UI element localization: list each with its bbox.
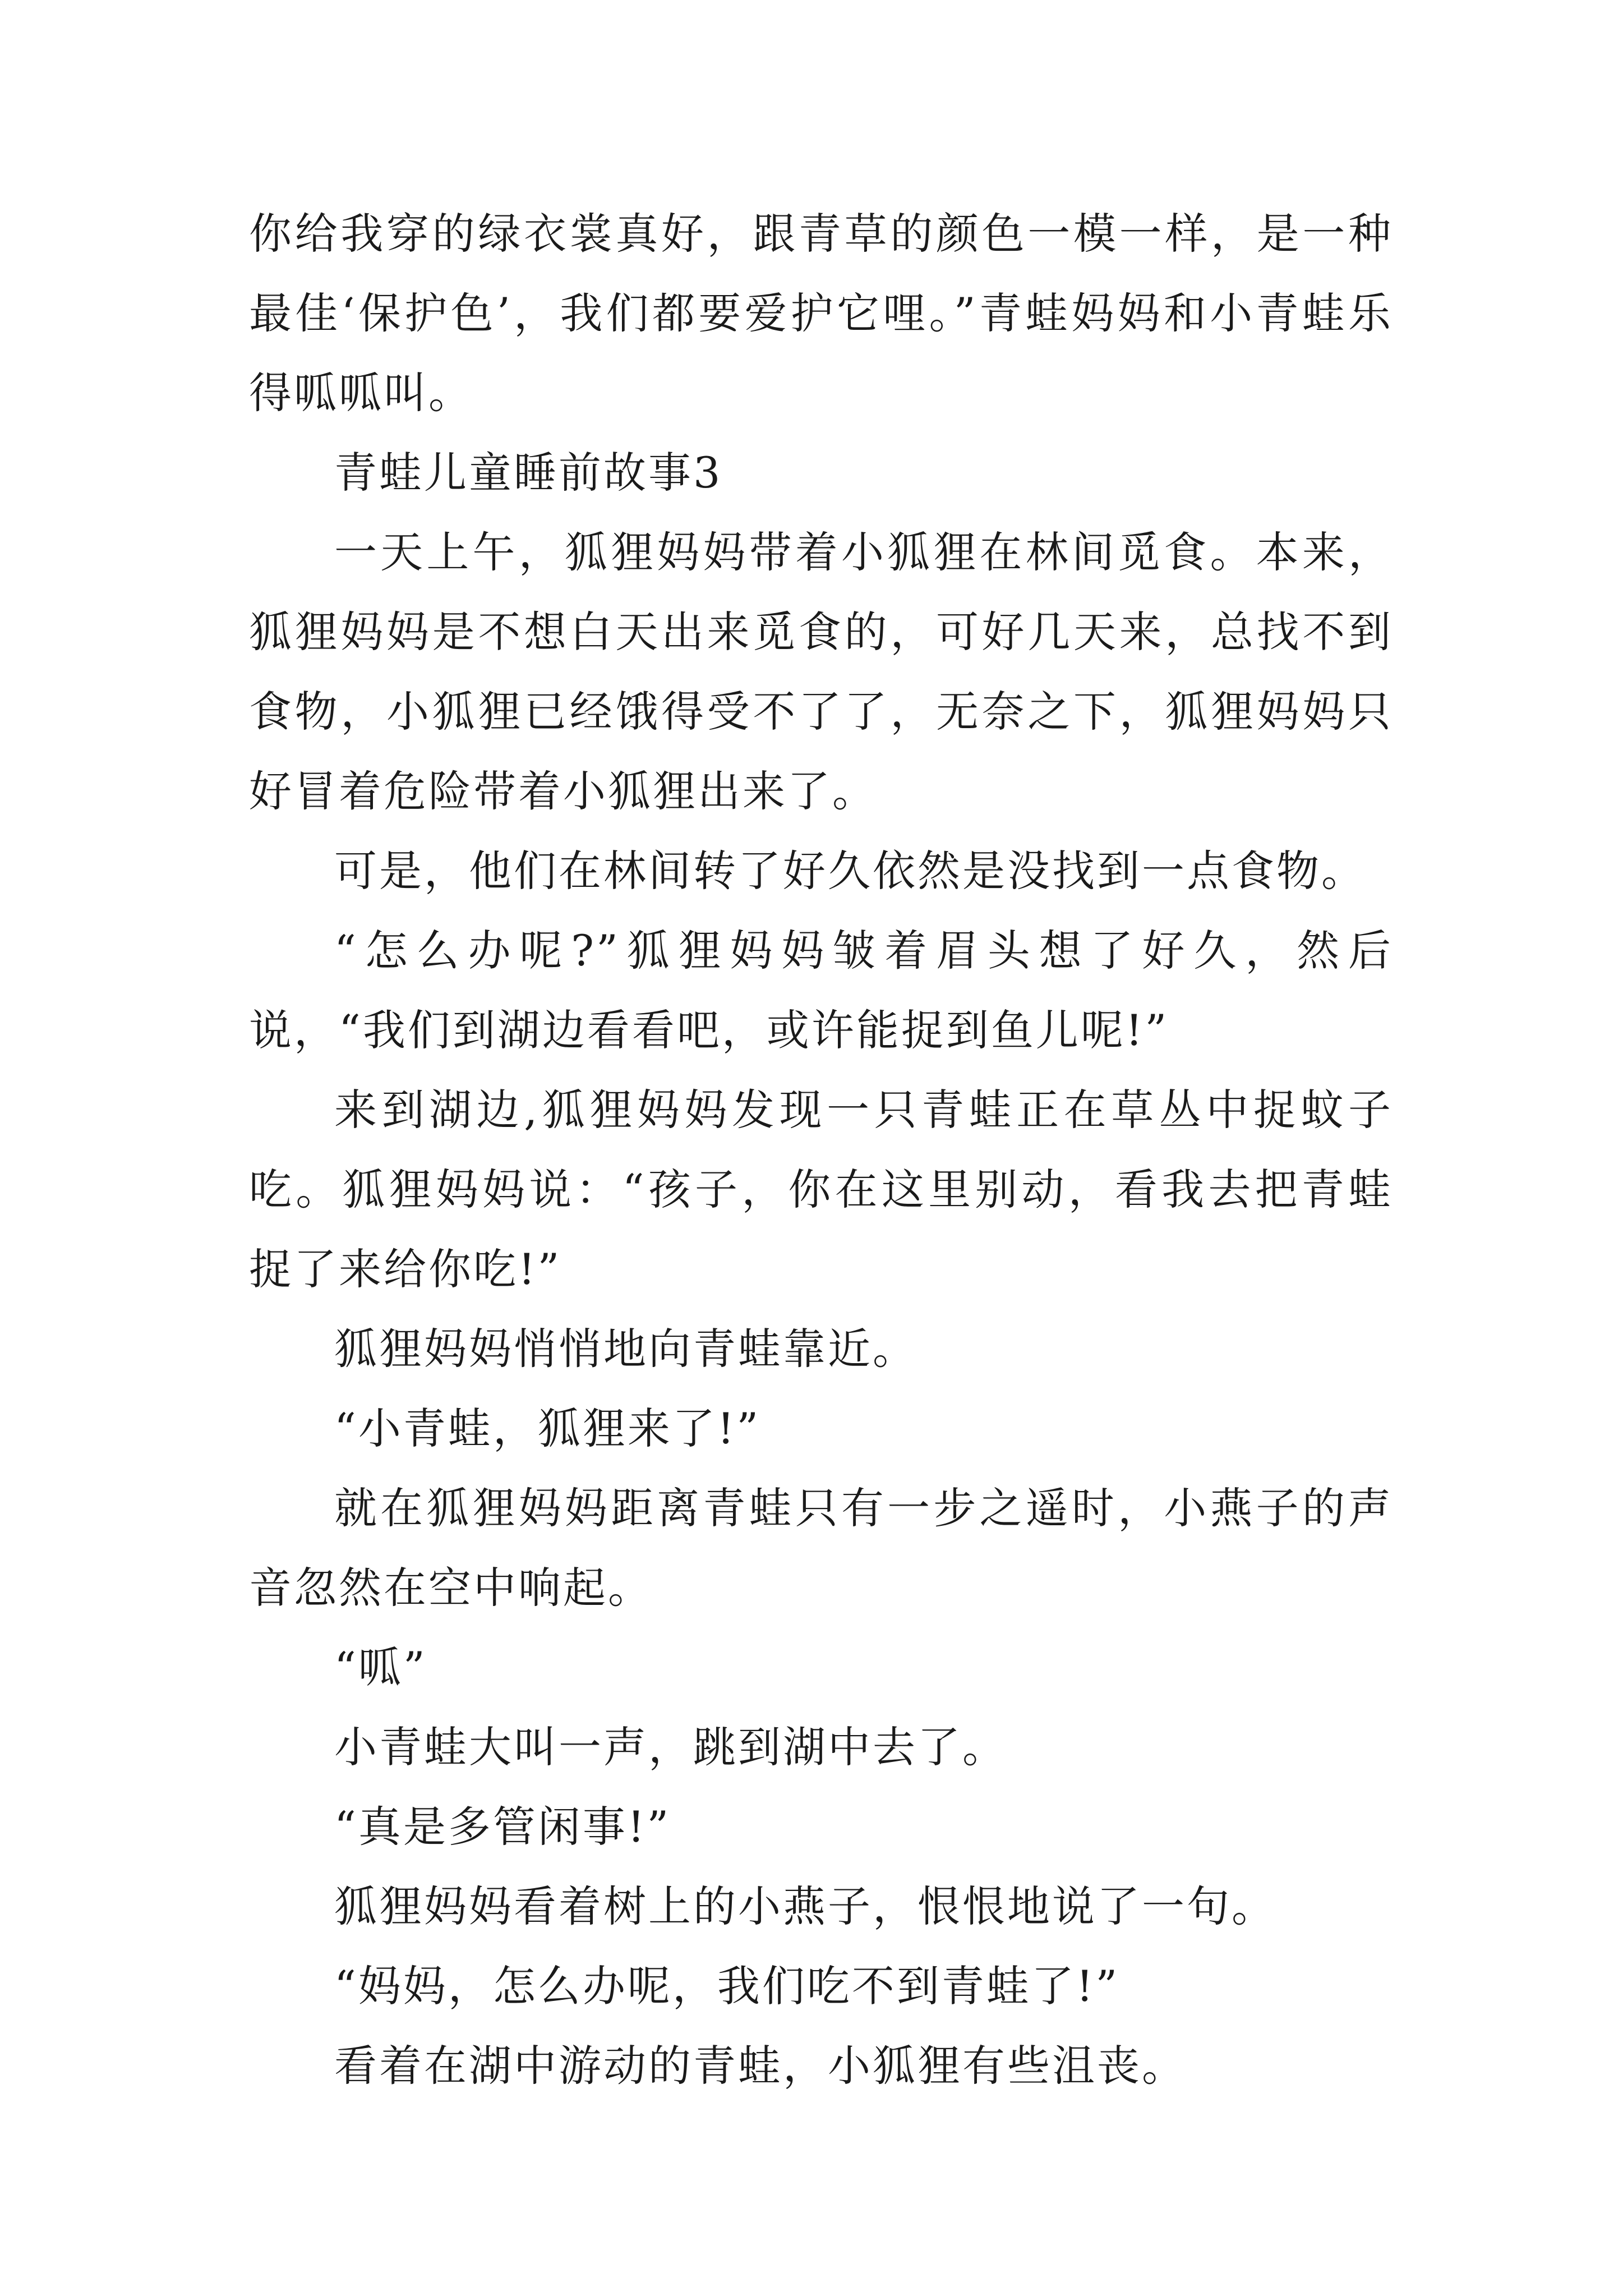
story-text-block bbox=[249, 194, 1393, 2106]
paragraph: 你给我穿的绿衣裳真好，跟青草的颜色一模一样，是一种最佳‘保护色’，我们都要爱护它哩。”青蛙妈妈和小青蛙乐得呱呱叫。 bbox=[249, 209, 1393, 418]
paragraph: 可是，他们在林间转了好久依然是没找到一点食物。 bbox=[334, 846, 1366, 896]
paragraph: 狐狸妈妈悄悄地向青蛙靠近。 bbox=[334, 1324, 917, 1374]
paragraph: “怎么办呢?”狐狸妈妈皱着眉头想了好久，然后说，“我们到湖边看看吧，或许能捉到鱼儿呢!” bbox=[249, 926, 1393, 1055]
paragraph: 狐狸妈妈看着树上的小燕子，恨恨地说了一句。 bbox=[334, 1881, 1276, 1931]
paragraph: 来到湖边,狐狸妈妈发现一只青蛙正在草丛中捉蚊子吃。狐狸妈妈说：“孩子，你在这里别动，看我去把青蛙捉了来给你吃!” bbox=[249, 1085, 1393, 1294]
paragraph: 一天上午，狐狸妈妈带着小狐狸在林间觅食。本来，狐狸妈妈是不想白天出来觅食的，可好几天来，总找不到食物，小狐狸已经饿得受不了了，无奈之下，狐狸妈妈只好冒着危险带着小狐狸出来了。 bbox=[249, 527, 1393, 816]
paragraph: “真是多管闲事!” bbox=[334, 1802, 671, 1852]
paragraph: 小青蛙大叫一声，跳到湖中去了。 bbox=[334, 1722, 1007, 1772]
paragraph: “妈妈，怎么办呢，我们吃不到青蛙了!” bbox=[334, 1961, 1120, 2011]
section-heading: 青蛙儿童睡前故事3 bbox=[334, 448, 723, 498]
paragraph: “呱” bbox=[334, 1642, 427, 1692]
paragraph: “小青蛙，狐狸来了!” bbox=[334, 1404, 761, 1453]
paragraph: 看着在湖中游动的青蛙，小狐狸有些沮丧。 bbox=[334, 2041, 1187, 2091]
paragraph: 就在狐狸妈妈距离青蛙只有一步之遥时，小燕子的声音忽然在空中响起。 bbox=[249, 1483, 1393, 1613]
